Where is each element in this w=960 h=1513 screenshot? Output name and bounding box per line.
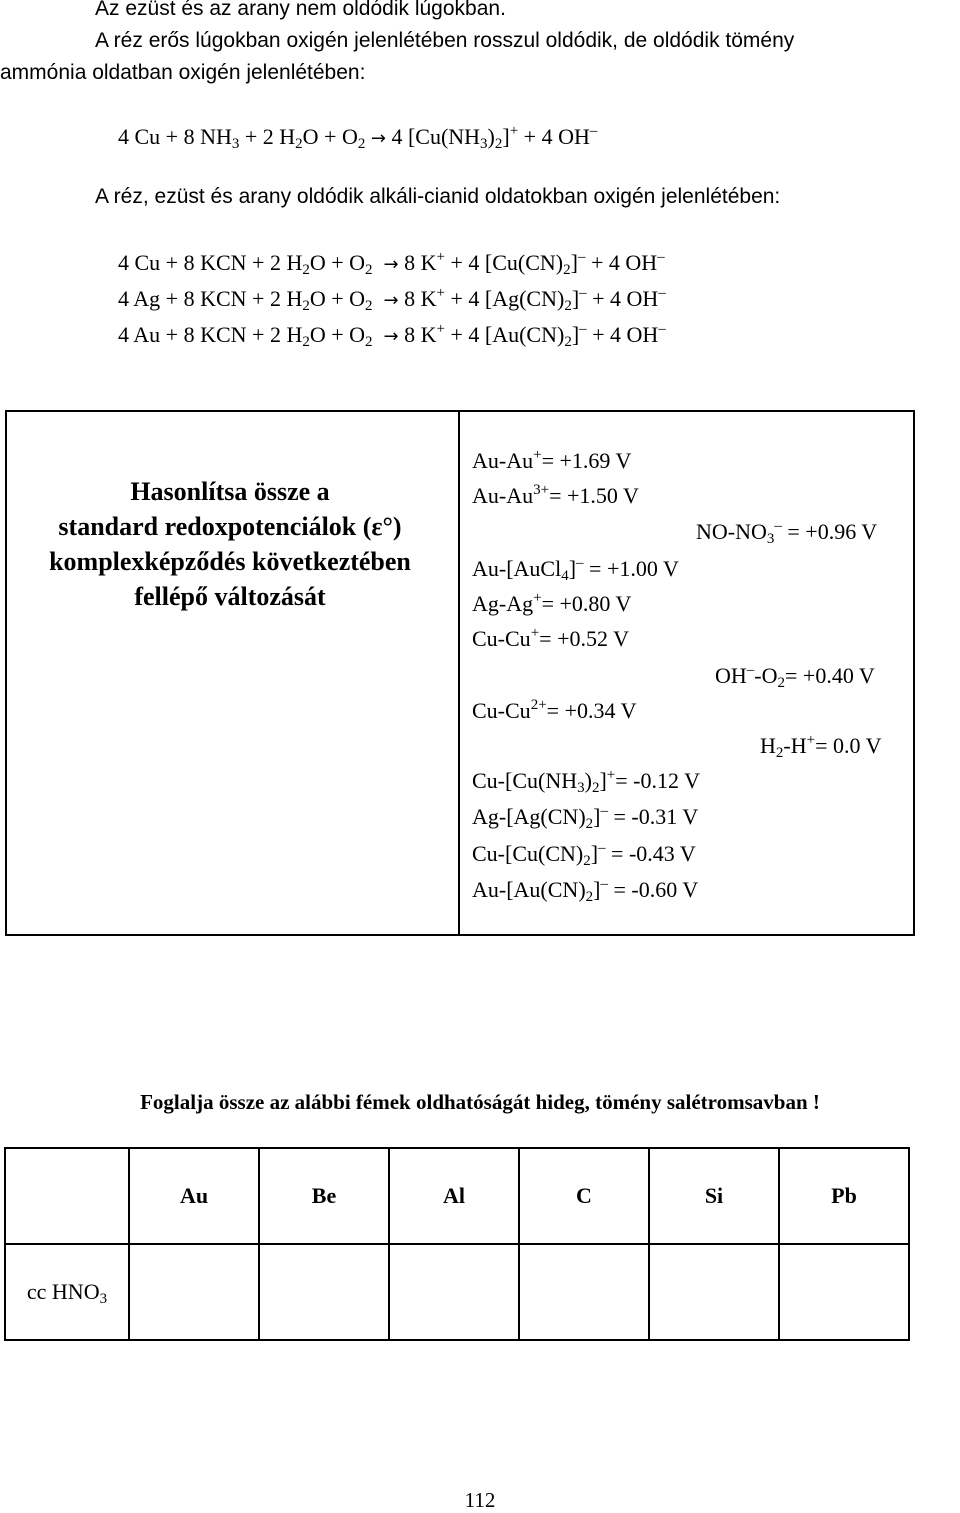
- reaction-arrow-icon: →: [370, 128, 386, 149]
- table-row: [5, 1244, 909, 1340]
- table-header-cell: Pb: [779, 1148, 909, 1244]
- box-divider: [458, 410, 460, 936]
- table-answer-cell[interactable]: [259, 1244, 389, 1340]
- table-answer-cell[interactable]: [519, 1244, 649, 1340]
- intro-line-1: Az ezüst és az arany nem oldódik lúgokban.: [95, 0, 506, 20]
- cyanide-equation-au: 4 Au + 8 KCN + 2 $H_2O + O_2 \to 8$ K+ + 4 $[Au(CN)_2]^- + 4$ OH–: [118, 321, 666, 350]
- potential-ag-ag: Ag-Ag+= +0.80 V: [472, 590, 632, 616]
- table-header-cell: C: [519, 1148, 649, 1244]
- ammonia-equation: 4 Cu + 8 $NH_3 + 2$ $H_2O + O_2 \to 4$ $[Cu(NH_3)_2]^+ + 4$ OH–: [118, 123, 598, 152]
- table-header-cell: Si: [649, 1148, 779, 1244]
- potential-cu-cu2: $Cu-Cu^{2+}= +0.34$ V: [472, 697, 637, 723]
- potential-ag-cn: $Ag-[Ag(CN)_2]^- = -0.31$ V: [472, 803, 699, 832]
- cyanide-equation-ag: 4 Ag + 8 KCN + 2 $H_2O + O_2 \to 8$ K+ + 4 $[Ag(CN)_2]^- + 4$ OH–: [118, 285, 666, 314]
- table-row-label: cc $HNO_3$: [5, 1244, 129, 1340]
- table-header-cell: Au: [129, 1148, 259, 1244]
- reaction-arrow-icon: →: [383, 254, 399, 275]
- cyanide-equation-cu: 4 Cu + 8 KCN + 2 $H_2O + O_2 \to 8$ K+ + 4 $[Cu(CN)_2]^- + 4$ OH–: [118, 249, 665, 278]
- table-answer-cell[interactable]: [389, 1244, 519, 1340]
- intro-line-2: A réz erős lúgokban oxigén jelenlétében rosszul oldódik, de oldódik tömény: [95, 29, 795, 52]
- table-header-cell: Al: [389, 1148, 519, 1244]
- cyanide-intro: A réz, ezüst és arany oldódik alkáli-cianid oldatokban oxigén jelenlétében:: [95, 185, 781, 208]
- question-text: Hasonlítsa össze a standard redoxpotenciálok (ε°) komplexképződés következtében fellépő változását: [49, 477, 411, 611]
- table-corner-cell: [5, 1148, 129, 1244]
- intro-line-3: ammónia oldatban oxigén jelenlétében:: [0, 61, 366, 84]
- potential-au-cn: $Au-[Au(CN)_2]^- = -0.60$ V: [472, 876, 699, 905]
- potential-au-au3: $Au-Au^{3+}= +1.50$ V: [472, 482, 639, 508]
- table-answer-cell[interactable]: [779, 1244, 909, 1340]
- potential-oh-o2: $OH^--O_2= +0.40$ V: [715, 662, 875, 691]
- table-answer-cell[interactable]: [129, 1244, 259, 1340]
- potential-no-no3: $NO-NO_3^- = +0.96$ V: [696, 518, 878, 547]
- potential-au-au1: Au-Au+= +1.69 V: [472, 447, 632, 473]
- table-answer-cell[interactable]: [649, 1244, 779, 1340]
- solubility-instruction: Foglalja össze az alábbi fémek oldhatóságát hideg, tömény salétromsavban !: [140, 1090, 820, 1114]
- reaction-arrow-icon: →: [383, 326, 399, 347]
- potential-cu-cu1: Cu-Cu+= +0.52 V: [472, 625, 629, 651]
- potential-cu-cn: $Cu-[Cu(CN)_2]^- = -0.43$ V: [472, 840, 696, 869]
- table-header-row: [5, 1148, 909, 1244]
- table-header-cell: Be: [259, 1148, 389, 1244]
- potential-h2-h: $H_2-H^+= 0.0$ V: [760, 732, 882, 761]
- solubility-table: [4, 1147, 910, 1341]
- reaction-arrow-icon: →: [383, 290, 399, 311]
- page-number: 112: [464, 1488, 496, 1512]
- potential-au-aucl4: Au-[AuCl$_4$]– = +1.00 V: [472, 555, 679, 584]
- potential-cu-nh3: $Cu-[Cu(NH_3)_2]^+= -0.12$ V: [472, 767, 700, 796]
